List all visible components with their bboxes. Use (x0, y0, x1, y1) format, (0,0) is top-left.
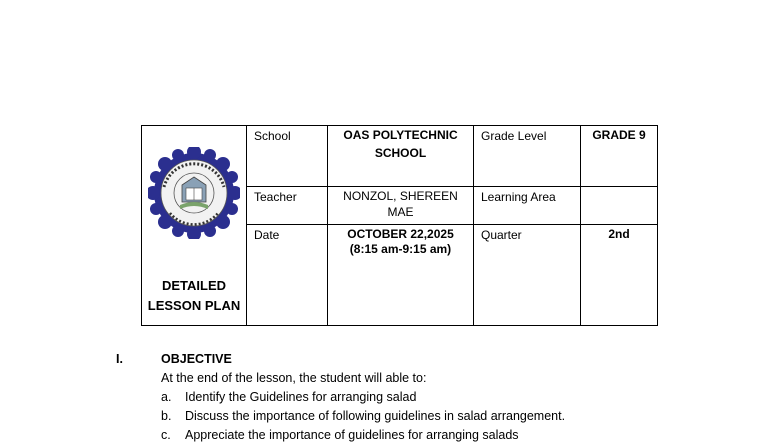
teacher-value-line-1: NONZOL, SHEREEN (343, 189, 458, 203)
objective-intro: At the end of the lesson, the student will able to: (161, 371, 427, 385)
lesson-plan-title-line-1: DETAILED (161, 278, 227, 293)
objective-numeral: I. (116, 352, 123, 366)
grade-level-value: GRADE 9 (581, 126, 658, 187)
lesson-plan-title (142, 276, 246, 316)
grade-level-label: Grade Level (474, 126, 581, 187)
date-label: Date (247, 225, 328, 326)
teacher-value-line-2: MAE (387, 205, 414, 219)
quarter-value: 2nd (581, 225, 658, 326)
objective-marker: a. (161, 390, 172, 404)
objective-section (116, 352, 565, 442)
objective-list (161, 390, 565, 442)
lesson-plan-header-table (141, 125, 658, 326)
objective-text: Discuss the importance of following guidelines in salad arrangement. (185, 409, 566, 423)
objective-item (161, 390, 565, 404)
date-value-line-2: (8:15 am-9:15 am) (349, 242, 452, 256)
school-seal-logo (148, 147, 240, 239)
date-value (328, 225, 474, 326)
school-label: School (247, 126, 328, 187)
school-value-line-1: OAS POLYTECHNIC (343, 128, 458, 142)
school-value-line-2: SCHOOL (374, 146, 427, 160)
objective-marker: b. (161, 409, 172, 423)
objective-heading-row (116, 352, 565, 366)
date-value-line-1: OCTOBER 22,2025 (347, 227, 454, 241)
objective-text: Identify the Guidelines for arranging salad (185, 390, 417, 404)
teacher-value (328, 187, 474, 225)
logo-title-cell (142, 126, 247, 326)
objective-heading: OBJECTIVE (161, 352, 232, 366)
objective-marker: c. (161, 428, 171, 442)
teacher-label: Teacher (247, 187, 328, 225)
objective-text: Appreciate the importance of guidelines for arranging salads (185, 428, 519, 442)
learning-area-value (581, 187, 658, 225)
objective-item (161, 409, 565, 423)
quarter-label: Quarter (474, 225, 581, 326)
learning-area-label: Learning Area (474, 187, 581, 225)
objective-item (161, 428, 565, 442)
lesson-plan-title-line-2: LESSON PLAN (147, 298, 241, 313)
school-value (328, 126, 474, 187)
